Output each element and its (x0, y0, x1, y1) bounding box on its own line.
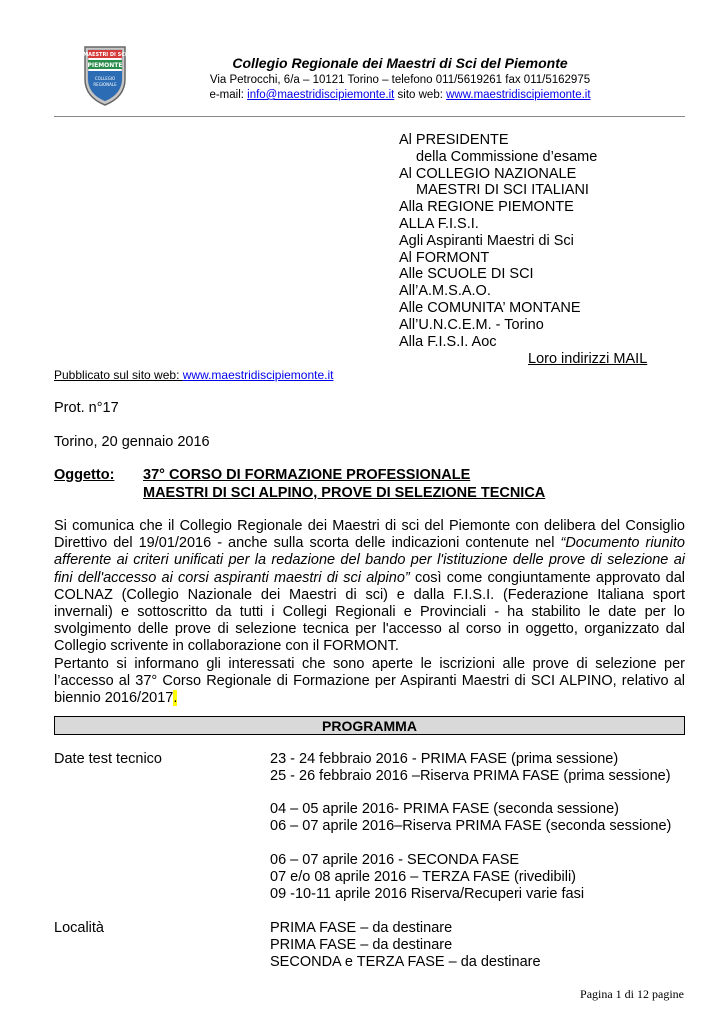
email-link[interactable]: info@maestridiscipiemonte.it (247, 89, 395, 101)
site-link[interactable]: www.maestridiscipiemonte.it (446, 89, 591, 101)
subject-label: Oggetto: (54, 467, 115, 483)
letter-date: Torino, 20 gennaio 2016 (54, 434, 210, 450)
recipient-item: All’U.N.C.E.M. - Torino (399, 316, 544, 333)
date-entry: 07 e/o 08 aprile 2016 – TERZA FASE (rivedibili) (270, 869, 577, 885)
recipient-item: della Commissione d’esame (416, 148, 598, 165)
recipient-item: Al PRESIDENTE (399, 132, 509, 148)
mail-note: Loro indirizzi MAIL (528, 351, 648, 367)
recipient-item: Alla F.I.S.I. Aoc (399, 333, 497, 350)
org-address: Via Petrocchi, 6/a – 10121 Torino – telefono 011/5619261 fax 011/5162975 (209, 74, 591, 86)
date-entry: 06 – 07 aprile 2016–Riserva PRIMA FASE (seconda sessione) (270, 818, 672, 834)
letter-body (54, 518, 685, 707)
subject-line-1: 37° CORSO DI FORMAZIONE PROFESSIONALE (143, 467, 471, 483)
recipient-item: MAESTRI DI SCI ITALIANI (416, 182, 589, 199)
header-divider (54, 116, 685, 117)
recipient-item: ALLA F.I.S.I. (399, 215, 479, 232)
body-p2: Pertanto si informano gli interessati che sono aperte le iscrizioni alle prove di selezione per l’accesso al 37° Corso Regionale di Formazione per Aspiranti Maestri di SCI ALPINO, relativo al biennio 2016/2017 (54, 655, 685, 707)
recipient-item: Alle COMUNITA’ MONTANE (399, 299, 581, 316)
page-footer: Pagina 1 di 12 pagine (580, 987, 684, 1001)
date-entry: 04 – 05 aprile 2016- PRIMA FASE (seconda sessione) (270, 801, 619, 817)
recipient-item: Alla REGIONE PIEMONTE (399, 199, 574, 216)
date-entry: 23 - 24 febbraio 2016 - PRIMA FASE (prima sessione) (270, 751, 619, 767)
org-title: Collegio Regionale dei Maestri di Sci del Piemonte (232, 55, 568, 71)
date-entry: 25 - 26 febbraio 2016 –Riserva PRIMA FASE (prima sessione) (270, 768, 671, 784)
programma-title: PROGRAMMA (322, 718, 417, 734)
body-p1-quote: “Documento riunito afferente ai criteri unificati per la redazione del bando per l'istituzione delle prove di selezione ai fini dell'accesso ai corsi aspiranti maestri di sci alpino” (54, 535, 685, 586)
recipient-item: Al FORMONT (399, 249, 490, 266)
body-p1-start: Si comunica che il Collegio Regionale dei Maestri di sci del Piemonte con delibera del Consiglio Direttivo del 19/01/2016 - anche sulla scorta delle indicazioni contenute nel (54, 518, 685, 552)
location-label: Località (54, 920, 104, 936)
body-p2-highlight: . (173, 690, 178, 707)
published-note (54, 368, 333, 382)
site-label: sito web: (394, 89, 447, 101)
logo-text-4: REGIONALE (93, 82, 117, 87)
recipients-list (399, 132, 689, 350)
location-entry: SECONDA e TERZA FASE – da destinare (270, 954, 541, 970)
dates-label: Date test tecnico (54, 751, 162, 767)
location-entry: PRIMA FASE – da destinare (270, 937, 453, 953)
logo-text-2: PIEMONTE (87, 62, 123, 69)
published-label: Pubblicato sul sito web: (54, 368, 183, 382)
recipient-item: All’A.M.S.A.O. (399, 283, 491, 300)
published-link[interactable]: www.maestridiscipiemonte.it (182, 368, 334, 382)
date-entry: 09 -10-11 aprile 2016 Riserva/Recuperi varie fasi (270, 886, 585, 902)
recipient-item: Al COLLEGIO NAZIONALE (399, 165, 577, 182)
programma-header (54, 716, 685, 735)
logo-text-3: COLLEGIO (94, 76, 116, 81)
subject-line-2: MAESTRI DI SCI ALPINO, PROVE DI SELEZIONE TECNICA (143, 485, 546, 501)
body-p1-end: così come congiuntamente approvato dal COLNAZ (Collegio Nazionale dei Maestri di sci) e dalla F.I.S.I. (Federazione Italiana sport invernali) e sottoscritto da tutti i Collegi Regionali e Provinciali - ha stabilito le date per lo svolgimento delle prove di selezione tecnica per l'accesso al corso in oggetto, organizzato dal Collegio scrivente in collaborazione con il FORMONT. (54, 569, 685, 655)
location-entry: PRIMA FASE – da destinare (270, 920, 453, 936)
body-paragraph-1 (54, 518, 685, 656)
email-label: e-mail: (209, 89, 248, 101)
body-paragraph-2 (54, 656, 685, 708)
logo-text-1: MAESTRI DI SCI (83, 52, 127, 58)
date-entry: 06 – 07 aprile 2016 - SECONDA FASE (270, 852, 520, 868)
collegio-logo (83, 45, 127, 107)
org-contact (140, 89, 660, 101)
protocol-number: Prot. n°17 (54, 400, 119, 416)
recipient-item: Alle SCUOLE DI SCI (399, 266, 534, 283)
recipient-item: Agli Aspiranti Maestri di Sci (399, 232, 574, 249)
